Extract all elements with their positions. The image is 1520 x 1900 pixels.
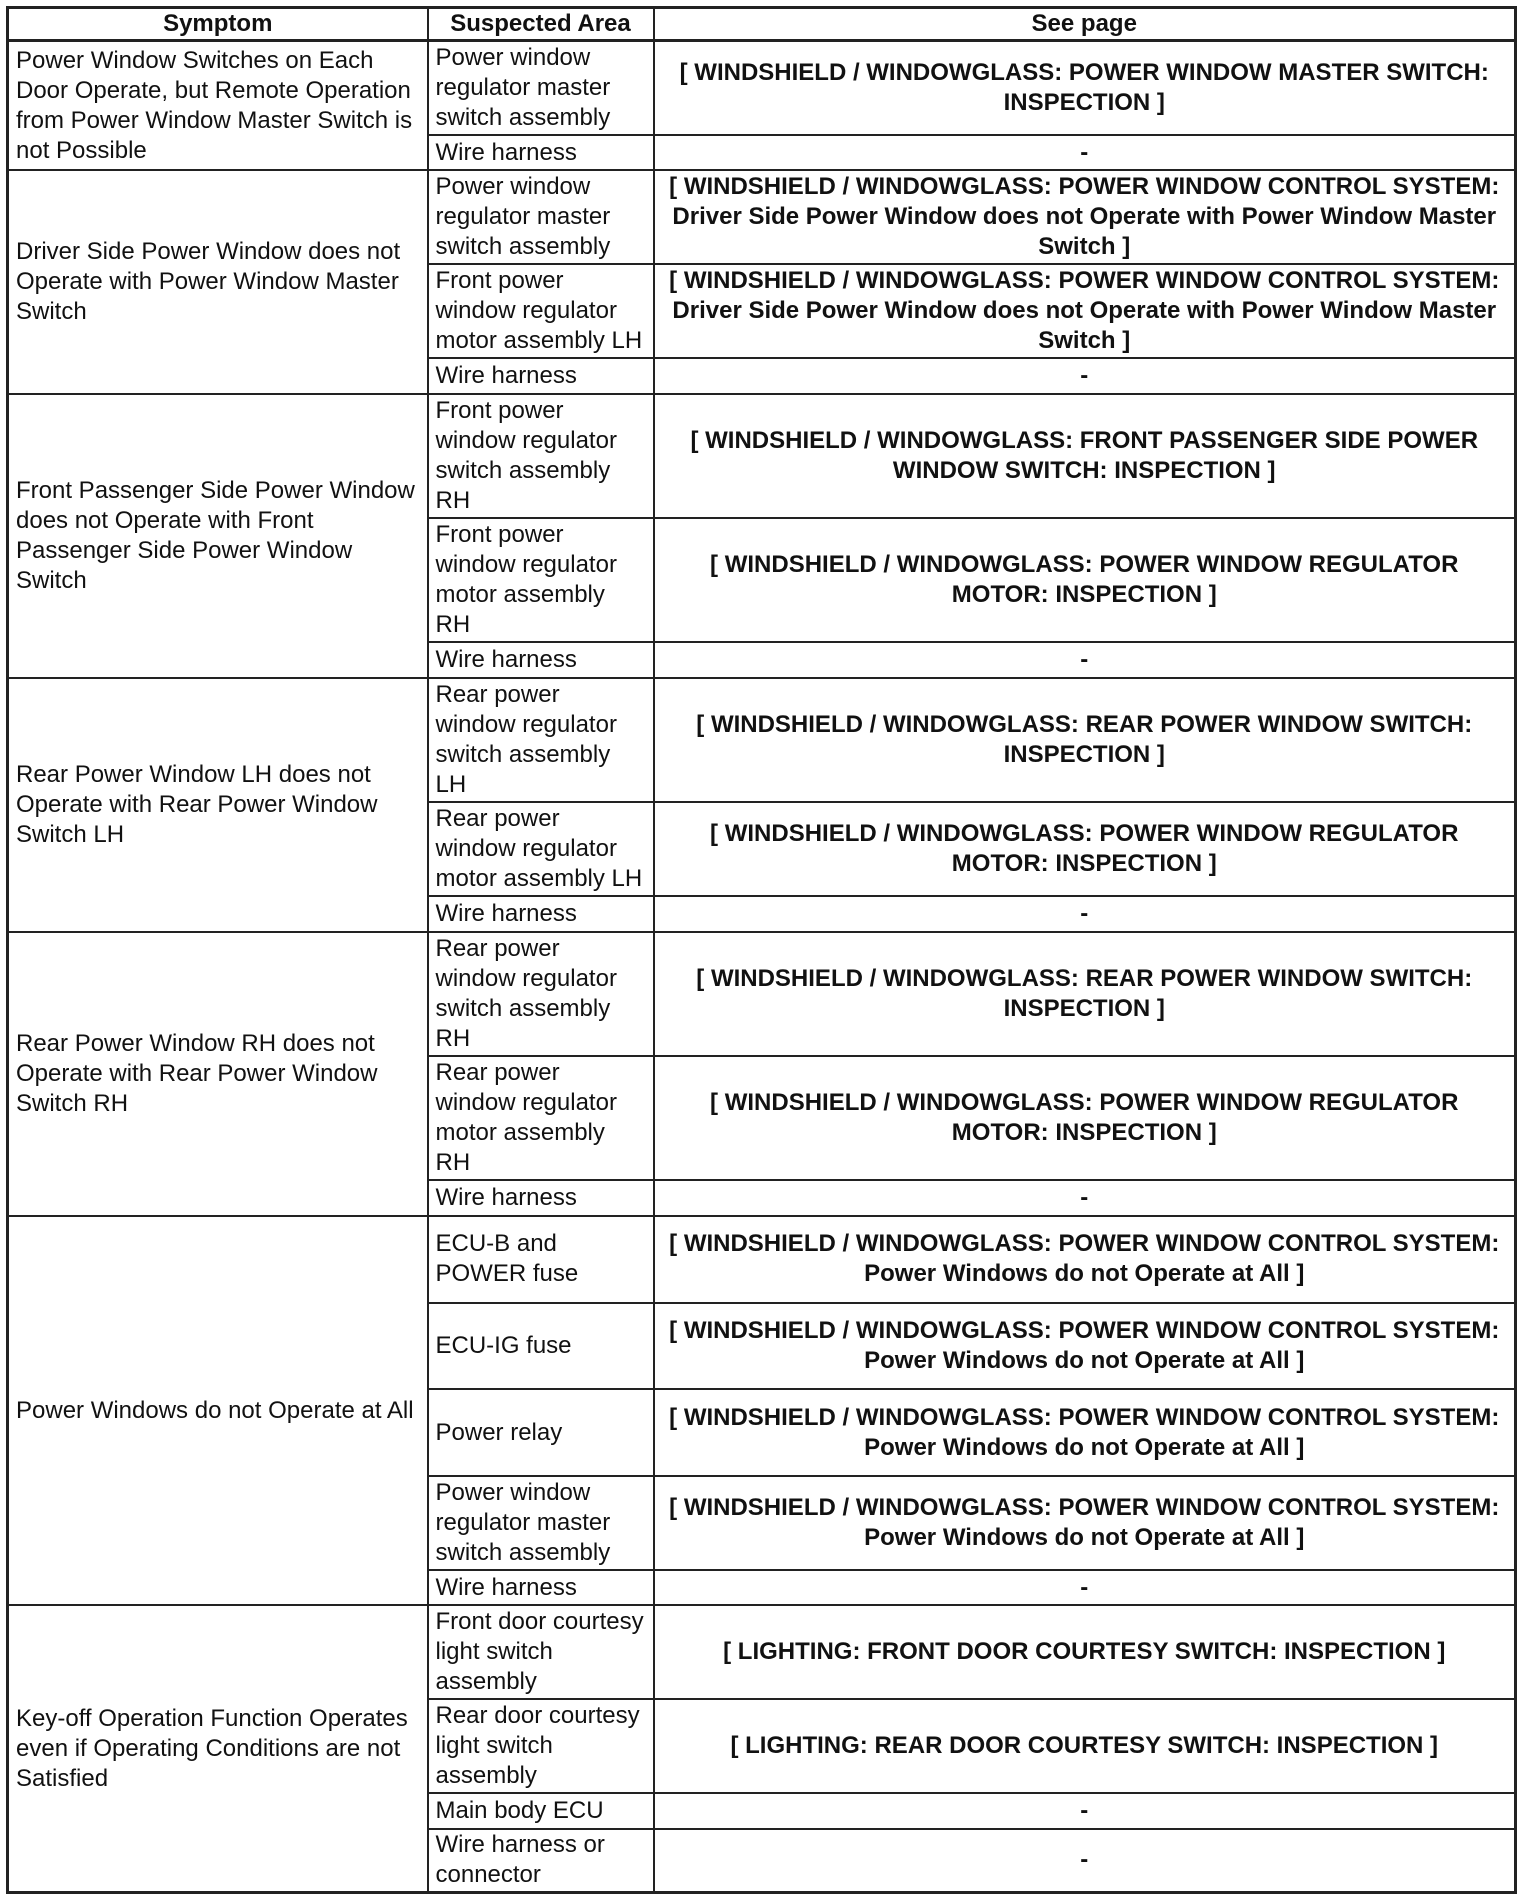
suspected-area-cell: Wire harness: [428, 1570, 654, 1606]
header-row: [8, 8, 1516, 41]
symptom-cell: Driver Side Power Window does not Operate with Power Window Master Switch: [8, 170, 428, 393]
table-row: [8, 678, 1516, 802]
see-page-cell: [ WINDSHIELD / WINDOWGLASS: POWER WINDOW CONTROL SYSTEM: Power Windows do not Operate at All ]: [654, 1476, 1516, 1570]
see-page-cell: [ WINDSHIELD / WINDOWGLASS: REAR POWER WINDOW SWITCH: INSPECTION ]: [654, 678, 1516, 802]
suspected-area-cell: Wire harness: [428, 135, 654, 171]
see-page-cell: [ LIGHTING: FRONT DOOR COURTESY SWITCH: INSPECTION ]: [654, 1605, 1516, 1699]
symptom-cell: Key-off Operation Function Operates even if Operating Conditions are not Satisfied: [8, 1605, 428, 1892]
see-page-cell: [ WINDSHIELD / WINDOWGLASS: FRONT PASSENGER SIDE POWER WINDOW SWITCH: INSPECTION ]: [654, 394, 1516, 518]
see-page-cell: [ WINDSHIELD / WINDOWGLASS: POWER WINDOW MASTER SWITCH: INSPECTION ]: [654, 41, 1516, 135]
see-page-cell: -: [654, 1829, 1516, 1893]
table-row: [8, 41, 1516, 135]
suspected-area-cell: Front power window regulator motor assembly RH: [428, 518, 654, 642]
troubleshooting-table: [6, 6, 1517, 1894]
see-page-cell: [ WINDSHIELD / WINDOWGLASS: POWER WINDOW REGULATOR MOTOR: INSPECTION ]: [654, 518, 1516, 642]
see-page-cell: -: [654, 896, 1516, 932]
see-page-header: See page: [654, 8, 1516, 41]
symptom-cell: Power Window Switches on Each Door Operate, but Remote Operation from Power Window Master Switch is not Possible: [8, 41, 428, 171]
suspected-area-cell: Wire harness: [428, 1180, 654, 1216]
symptom-cell: Rear Power Window LH does not Operate with Rear Power Window Switch LH: [8, 678, 428, 932]
suspected-area-cell: Power window regulator master switch assembly: [428, 1476, 654, 1570]
suspected-area-cell: Front power window regulator motor assembly LH: [428, 264, 654, 358]
suspected-area-cell: Rear power window regulator motor assembly LH: [428, 802, 654, 896]
suspected-area-cell: Rear power window regulator switch assembly LH: [428, 678, 654, 802]
table-row: [8, 394, 1516, 518]
see-page-cell: -: [654, 135, 1516, 171]
see-page-cell: [ WINDSHIELD / WINDOWGLASS: POWER WINDOW REGULATOR MOTOR: INSPECTION ]: [654, 1056, 1516, 1180]
suspected-area-cell: ECU-B and POWER fuse: [428, 1216, 654, 1303]
see-page-cell: [ WINDSHIELD / WINDOWGLASS: POWER WINDOW CONTROL SYSTEM: Driver Side Power Window does not Operate with Power Window Master Switch ]: [654, 170, 1516, 264]
suspected-area-cell: Front door courtesy light switch assembly: [428, 1605, 654, 1699]
suspected-area-cell: Rear power window regulator motor assembly RH: [428, 1056, 654, 1180]
suspected-area-cell: Front power window regulator switch assembly RH: [428, 394, 654, 518]
suspected-area-cell: Wire harness or connector: [428, 1829, 654, 1893]
see-page-cell: [ WINDSHIELD / WINDOWGLASS: REAR POWER WINDOW SWITCH: INSPECTION ]: [654, 932, 1516, 1056]
see-page-cell: [ LIGHTING: REAR DOOR COURTESY SWITCH: INSPECTION ]: [654, 1699, 1516, 1793]
suspected-area-cell: Wire harness: [428, 896, 654, 932]
suspected-area-cell: Rear power window regulator switch assembly RH: [428, 932, 654, 1056]
table-row: [8, 1216, 1516, 1303]
see-page-cell: -: [654, 1793, 1516, 1829]
suspected-area-cell: ECU-IG fuse: [428, 1303, 654, 1390]
symptom-cell: Rear Power Window RH does not Operate with Rear Power Window Switch RH: [8, 932, 428, 1216]
see-page-cell: -: [654, 642, 1516, 678]
see-page-cell: -: [654, 1180, 1516, 1216]
suspected-area-cell: Main body ECU: [428, 1793, 654, 1829]
suspected-area-cell: Wire harness: [428, 642, 654, 678]
symptom-header: Symptom: [8, 8, 428, 41]
symptom-cell: Power Windows do not Operate at All: [8, 1216, 428, 1605]
table-row: [8, 1605, 1516, 1699]
suspected-area-cell: Power window regulator master switch assembly: [428, 41, 654, 135]
suspected-area-cell: Power relay: [428, 1389, 654, 1476]
see-page-cell: [ WINDSHIELD / WINDOWGLASS: POWER WINDOW CONTROL SYSTEM: Driver Side Power Window does not Operate with Power Window Master Switch ]: [654, 264, 1516, 358]
see-page-cell: [ WINDSHIELD / WINDOWGLASS: POWER WINDOW CONTROL SYSTEM: Power Windows do not Operate at All ]: [654, 1303, 1516, 1390]
see-page-cell: -: [654, 1570, 1516, 1606]
table-row: [8, 170, 1516, 264]
suspected-area-cell: Rear door courtesy light switch assembly: [428, 1699, 654, 1793]
see-page-cell: [ WINDSHIELD / WINDOWGLASS: POWER WINDOW CONTROL SYSTEM: Power Windows do not Operate at All ]: [654, 1216, 1516, 1303]
see-page-cell: -: [654, 358, 1516, 394]
table-body: [8, 41, 1516, 1893]
see-page-cell: [ WINDSHIELD / WINDOWGLASS: POWER WINDOW CONTROL SYSTEM: Power Windows do not Operate at All ]: [654, 1389, 1516, 1476]
suspected-area-cell: Wire harness: [428, 358, 654, 394]
suspected-area-cell: Power window regulator master switch assembly: [428, 170, 654, 264]
table-row: [8, 932, 1516, 1056]
symptom-cell: Front Passenger Side Power Window does not Operate with Front Passenger Side Power Window Switch: [8, 394, 428, 678]
suspected-area-header: Suspected Area: [428, 8, 654, 41]
see-page-cell: [ WINDSHIELD / WINDOWGLASS: POWER WINDOW REGULATOR MOTOR: INSPECTION ]: [654, 802, 1516, 896]
